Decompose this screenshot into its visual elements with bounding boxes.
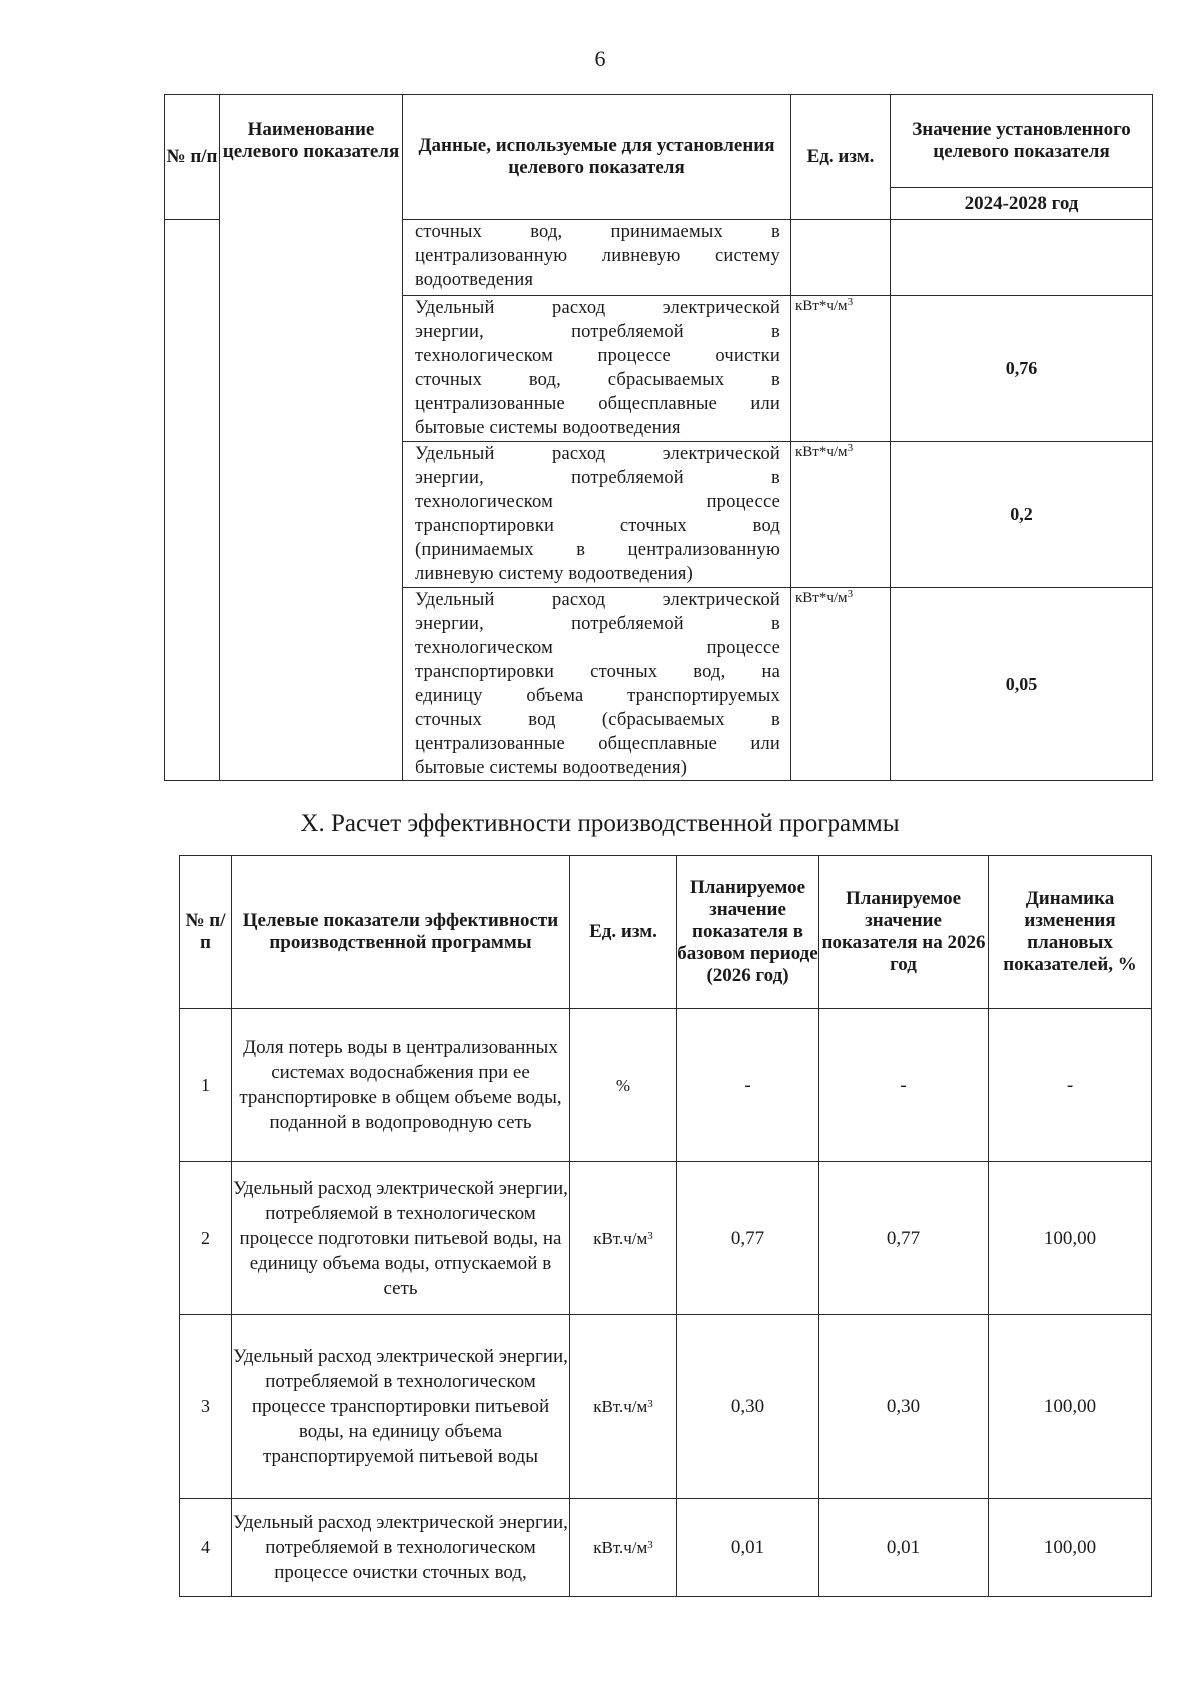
text-line: энергии, потребляемой в (415, 322, 780, 342)
data-cell (403, 296, 791, 442)
header-dynamics: Динамика изменения плановых показателей, % (989, 856, 1152, 1009)
text-line: транспортировки сточных вод (415, 516, 780, 536)
text-line: энергии, потребляемой в (415, 468, 780, 488)
text-line: транспортировки сточных вод, на (415, 662, 780, 682)
text-line: централизованную ливневую систему (415, 246, 780, 266)
header-num: № п/п (165, 95, 220, 220)
unit-cell: $кВт*ч/м^3$ (791, 296, 891, 442)
text-line: (принимаемых в централизованную (415, 540, 780, 560)
header-planned: Планируемое значение показателя на 2026 год (819, 856, 989, 1009)
text-line: бытовые системы водоотведения) (415, 758, 688, 778)
row-num: 4 (180, 1499, 232, 1597)
row-num: 1 (180, 1009, 232, 1162)
header-data: Данные, используемые для установления целевого показателя (403, 95, 791, 220)
data-cell (403, 442, 791, 588)
text-line: централизованные общесплавные или (415, 734, 780, 754)
base-value: 0,30 (677, 1315, 819, 1499)
indicator-name: Удельный расход электрической энергии, потребляемой в технологическом процессе очистки сточных вод, (232, 1499, 570, 1597)
value-cell: 0,05 (891, 588, 1153, 781)
text-line: водоотведения (415, 270, 534, 290)
dynamics-value: 100,00 (989, 1315, 1152, 1499)
page-number: 6 (594, 46, 606, 71)
unit-cell: $кВт*ч/м^3$ (791, 442, 891, 588)
text-line: технологическом процессе (415, 492, 780, 512)
header-base: Планируемое значение показателя в базовом периоде (2026 год) (677, 856, 819, 1009)
unit-cell (791, 220, 891, 296)
num-cell-empty (165, 220, 220, 781)
dynamics-value: 100,00 (989, 1162, 1152, 1315)
header-name: Наименование целевого показателя (220, 95, 403, 781)
text-line: технологическом процессе очистки (415, 346, 780, 366)
header-value: Значение установленного целевого показателя (891, 95, 1153, 188)
header-period: 2024-2028 год (891, 188, 1153, 220)
planned-value: - (819, 1009, 989, 1162)
dynamics-value: 100,00 (989, 1499, 1152, 1597)
planned-value: 0,30 (819, 1315, 989, 1499)
text-line: сточных вод, принимаемых в (415, 222, 780, 242)
text-line: централизованные общесплавные или (415, 394, 780, 414)
section-title: X. Расчет эффективности производственной программы (300, 810, 900, 837)
target-indicators-table (164, 94, 1153, 781)
value-cell (891, 220, 1153, 296)
unit-cell: $кВт.ч/м^3$ (570, 1499, 677, 1597)
indicator-name: Доля потерь воды в централизованных системах водоснабжения при ее транспортировке в общем объеме воды, поданной в водопроводную сеть (232, 1009, 570, 1162)
efficiency-table (179, 855, 1152, 1597)
text-line: энергии, потребляемой в (415, 614, 780, 634)
value-cell: 0,2 (891, 442, 1153, 588)
base-value: 0,77 (677, 1162, 819, 1315)
unit-cell: % (570, 1009, 677, 1162)
text-line: Удельный расход электрической (415, 298, 780, 318)
planned-value: 0,77 (819, 1162, 989, 1315)
text-line: ливневую систему водоотведения) (415, 564, 693, 584)
header-unit: Ед. изм. (570, 856, 677, 1009)
data-cell (403, 588, 791, 781)
text-line: Удельный расход электрической (415, 590, 780, 610)
row-num: 2 (180, 1162, 232, 1315)
dynamics-value: - (989, 1009, 1152, 1162)
header-indicators: Целевые показатели эффективности производственной программы (232, 856, 570, 1009)
header-num: № п/п (180, 856, 232, 1009)
text-line: технологическом процессе (415, 638, 780, 658)
header-unit: Ед. изм. (791, 95, 891, 220)
row-num: 3 (180, 1315, 232, 1499)
indicator-name: Удельный расход электрической энергии, потребляемой в технологическом процессе подготовки питьевой воды, на единицу объема воды, отпускаемой в сеть (232, 1162, 570, 1315)
text-line: единицу объема транспортируемых (415, 686, 780, 706)
unit-cell: $кВт*ч/м^3$ (791, 588, 891, 781)
base-value: - (677, 1009, 819, 1162)
unit-cell: $кВт.ч/м^3$ (570, 1162, 677, 1315)
text-line: сточных вод, сбрасываемых в (415, 370, 780, 390)
text-line: бытовые системы водоотведения (415, 418, 681, 438)
planned-value: 0,01 (819, 1499, 989, 1597)
text-line: Удельный расход электрической (415, 444, 780, 464)
text-line: сточных вод (сбрасываемых в (415, 710, 780, 730)
value-cell: 0,76 (891, 296, 1153, 442)
data-cell (403, 220, 791, 296)
indicator-name: Удельный расход электрической энергии, потребляемой в технологическом процессе транспортировки питьевой воды, на единицу объема транспортируемой питьевой воды (232, 1315, 570, 1499)
unit-cell: $кВт.ч/м^3$ (570, 1315, 677, 1499)
base-value: 0,01 (677, 1499, 819, 1597)
